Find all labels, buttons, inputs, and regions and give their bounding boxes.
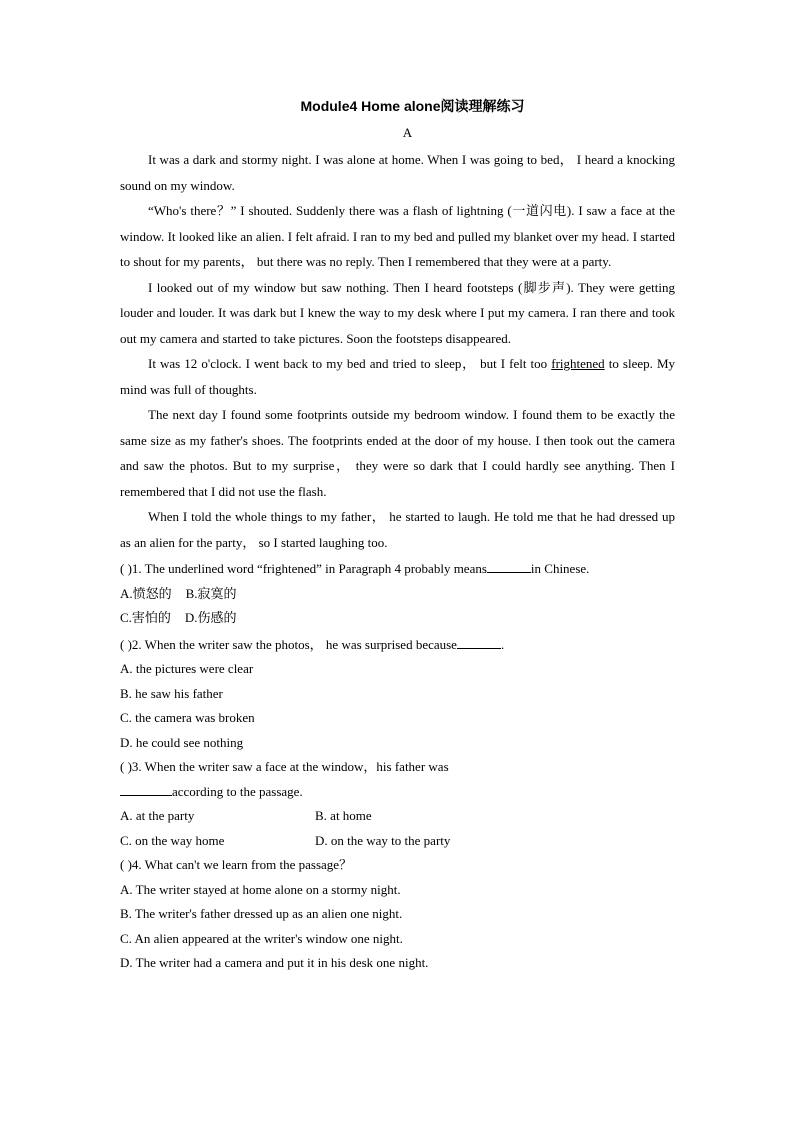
question-2 xyxy=(120,633,675,658)
paragraph-4-text-after: to sleep. My mind was full of thoughts. xyxy=(120,356,675,397)
option-2c[interactable]: C. the camera was broken xyxy=(120,710,255,725)
option-1c[interactable]: C.害怕的 xyxy=(120,610,171,625)
question-3-stem: 3. When the writer saw a face at the window，his father was xyxy=(131,759,449,774)
option-2b[interactable]: B. he saw his father xyxy=(120,685,223,701)
answer-paren-2[interactable]: ( ) xyxy=(120,636,132,652)
passage-paragraph-1: It was a dark and stormy night. I was alone at home. When I was going to bed， I heard a knocking sound on my window. xyxy=(120,152,675,193)
question-3-line-2 xyxy=(120,780,675,805)
question-1-options-row-2 xyxy=(120,606,675,631)
question-3-options-row-1 xyxy=(120,804,675,829)
question-2-stem-end: . xyxy=(500,636,505,652)
answer-blank-1[interactable] xyxy=(487,558,531,573)
question-4 xyxy=(120,853,675,878)
question-3-options-row-2 xyxy=(120,829,675,854)
passage-paragraph-4 xyxy=(120,351,675,402)
answer-blank-3[interactable] xyxy=(120,781,172,796)
option-4a[interactable]: A. The writer stayed at home alone on a stormy night. xyxy=(120,881,401,897)
passage-paragraph-3: I looked out of my window but saw nothing. Then I heard footsteps (脚步声). They were getting louder and louder. It was dark but I knew the way to my desk where I put my camera. I ran there and took out my camera and started to take pictures. Soon the footsteps disappeared. xyxy=(120,279,675,346)
option-3b[interactable]: B. at home xyxy=(315,808,372,823)
option-3c[interactable]: C. on the way home xyxy=(120,832,225,848)
option-3a[interactable]: A. at the party xyxy=(120,808,195,823)
option-1d[interactable]: D.伤感的 xyxy=(184,610,237,625)
question-3-stem-end: according to the passage. xyxy=(172,783,303,799)
option-4b[interactable]: B. The writer's father dressed up as an alien one night. xyxy=(120,906,403,921)
answer-paren-4[interactable]: ( ) xyxy=(120,857,132,872)
underlined-word: frightened xyxy=(551,356,605,371)
option-1a[interactable]: A.愤怒的 xyxy=(120,585,172,601)
question-1-stem-end: in Chinese. xyxy=(530,561,590,576)
question-3 xyxy=(120,755,675,780)
page-title: Module4 Home alone阅读理解练习 xyxy=(300,98,525,114)
worksheet-page xyxy=(120,95,675,976)
question-1-stem: 1. The underlined word “frightened” in Paragraph 4 probably means xyxy=(131,561,487,576)
passage-paragraph-5: The next day I found some footprints outside my bedroom window. I found them to be exactly the same size as my father's shoes. The footprints ended at the door of my house. I then took out the camera and saw the photos. But to my surprise， they were so dark that I could hardly see anything. Then I remembered that I did not use the flash. xyxy=(120,407,675,499)
answer-blank-2[interactable] xyxy=(457,634,501,649)
option-1b[interactable]: B.寂寞的 xyxy=(185,585,237,601)
question-4-stem: 4. What can't we learn from the passage？ xyxy=(131,857,353,872)
option-2a[interactable]: A. the pictures were clear xyxy=(120,661,254,676)
option-3d[interactable]: D. on the way to the party xyxy=(315,832,451,848)
question-1-options-row-1 xyxy=(120,582,675,607)
section-label: A xyxy=(402,125,413,140)
question-1 xyxy=(120,557,675,582)
paragraph-4-text-before: It was 12 o'clock. I went back to my bed and tried to sleep， but I felt too xyxy=(148,356,552,371)
option-4c[interactable]: C. An alien appeared at the writer's window one night. xyxy=(120,930,403,946)
question-2-stem: 2. When the writer saw the photos， he was surprised because xyxy=(131,636,457,652)
passage-paragraph-2: “Who's there？” I shouted. Suddenly there was a flash of lightning (一道闪电). I saw a face at the window. It looked like an alien. I felt afraid. I ran to my bed and pulled my blanket over my head. I started to shout for my parents， but there was no reply. Then I remembered that they were at a party. xyxy=(120,203,675,269)
option-2d[interactable]: D. he could see nothing xyxy=(120,734,244,750)
passage-paragraph-6: When I told the whole things to my father， he started to laugh. He told me that he had dressed up as an alien for the party， so I started laughing too. xyxy=(120,509,675,550)
option-4d[interactable]: D. The writer had a camera and put it in his desk one night. xyxy=(120,955,429,970)
answer-paren-1[interactable]: ( ) xyxy=(120,561,132,576)
answer-paren-3[interactable]: ( ) xyxy=(120,759,132,774)
